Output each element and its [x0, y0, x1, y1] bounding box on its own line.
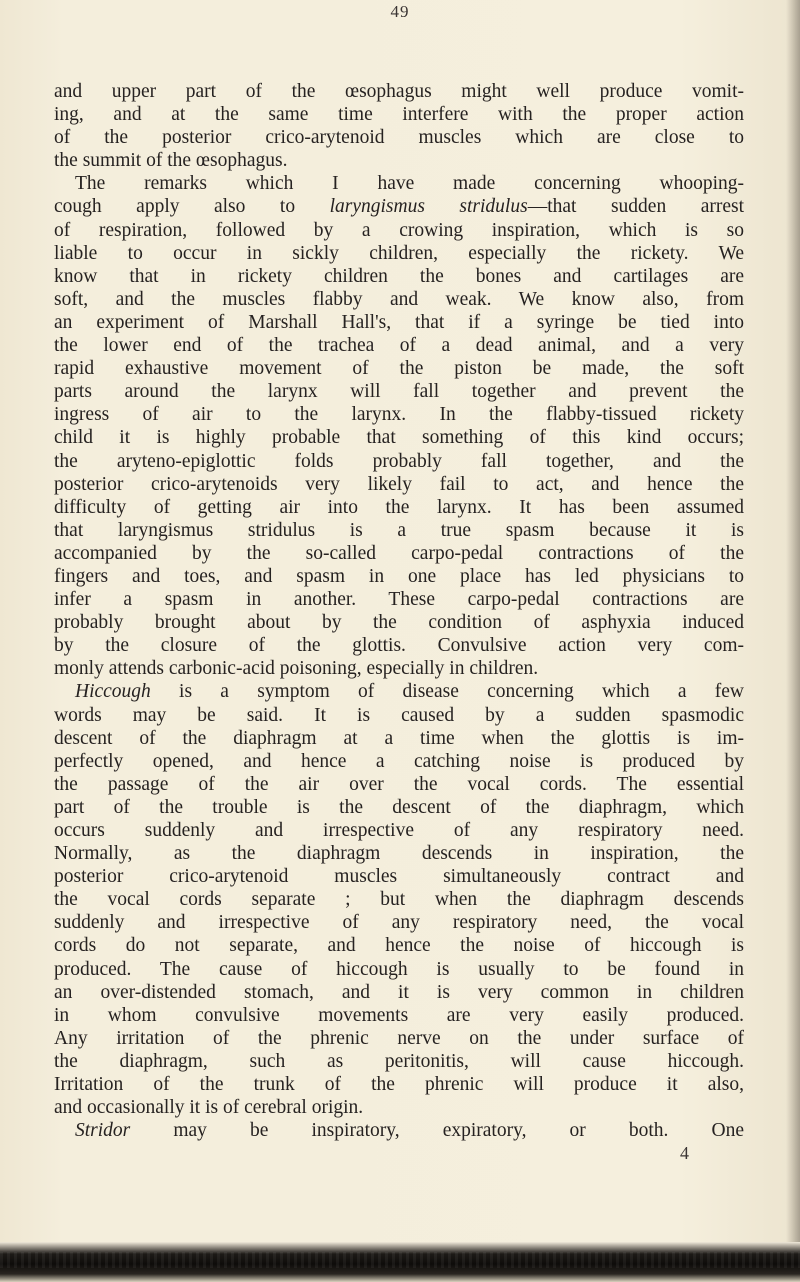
text-segment: ing, and at the same time interfere with the proper action — [54, 104, 744, 126]
text-line — [54, 1027, 744, 1050]
text-line — [54, 1073, 744, 1096]
text-segment: that laryngismus stridulus is a true spasm because it is — [54, 519, 744, 541]
page-number: 49 — [390, 2, 410, 21]
text-line — [54, 403, 744, 426]
text-segment: know that in rickety children the bones and cartilages are — [54, 265, 744, 287]
italic-term: Stridor — [75, 1120, 131, 1142]
page-edge-shadow — [786, 0, 800, 1282]
text-line — [54, 242, 744, 265]
italic-term: Hiccough — [75, 681, 151, 703]
text-segment: perfectly opened, and hence a catching noise is produced by — [54, 750, 744, 772]
text-line — [54, 149, 744, 172]
text-line — [54, 657, 744, 680]
text-segment: the passage of the air over the vocal cords. The essential — [54, 773, 744, 795]
signature-mark: 4 — [680, 1143, 689, 1164]
text-segment: the diaphragm, such as peritonitis, will cause hiccough. — [54, 1050, 744, 1072]
text-segment: the lower end of the trachea of a dead animal, and a very — [54, 335, 744, 357]
text-segment: occurs suddenly and irrespective of any respiratory need. — [54, 820, 744, 841]
text-segment: descent of the diaphragm at a time when the glottis is im- — [54, 727, 744, 749]
text-segment: an over-distended stomach, and it is very common in children — [54, 981, 744, 1003]
body-text — [54, 80, 744, 1142]
text-segment: part of the trouble is the descent of the diaphragm, which — [54, 796, 744, 818]
text-line — [54, 311, 744, 334]
text-line — [54, 773, 744, 796]
text-segment: the aryteno-epiglottic folds probably fall together, and the — [54, 450, 744, 472]
text-segment: in whom convulsive movements are very easily produced. — [54, 1004, 744, 1026]
text-segment: Normally, as the diaphragm descends in inspiration, the — [54, 843, 744, 865]
text-segment: posterior crico-arytenoids very likely fail to act, and hence the — [54, 473, 744, 495]
text-segment: rapid exhaustive movement of the piston be made, the soft — [54, 358, 744, 380]
text-segment: fingers and toes, and spasm in one place has led physicians to — [54, 565, 744, 587]
text-line — [54, 195, 744, 218]
text-line — [54, 934, 744, 957]
text-line — [54, 334, 744, 357]
text-line — [54, 1119, 744, 1142]
text-line — [54, 819, 744, 842]
text-segment: the vocal cords separate ; but when the diaphragm descends — [54, 889, 744, 911]
bottom-scan-edge — [0, 1242, 800, 1282]
text-segment: posterior crico-arytenoid muscles simultaneously contract and — [54, 866, 744, 888]
text-segment: cords do not separate, and hence the noise of hiccough is — [54, 935, 744, 957]
text-line — [54, 588, 744, 611]
text-line — [54, 172, 744, 195]
text-segment: infer a spasm in another. These carpo-pedal contractions are — [54, 589, 744, 611]
text-line — [54, 265, 744, 288]
text-line — [54, 450, 744, 473]
text-line — [54, 704, 744, 727]
text-segment: the summit of the œsophagus. — [54, 150, 288, 172]
text-segment: liable to occur in sickly children, especially the rickety. We — [54, 242, 744, 264]
text-line — [54, 542, 744, 565]
text-segment: is a symptom of disease concerning which a few — [150, 681, 744, 703]
text-line — [54, 888, 744, 911]
text-segment: probably brought about by the condition of asphyxia induced — [54, 612, 744, 634]
text-segment: ingress of air to the larynx. In the flabby-tissued rickety — [54, 404, 744, 426]
text-segment: The remarks which I have made concerning whooping- — [75, 173, 744, 195]
text-line — [54, 1096, 744, 1119]
text-segment: accompanied by the so-called carpo-pedal contractions of the — [54, 542, 744, 564]
italic-term: laryngismus stridulus — [329, 196, 528, 218]
text-line — [54, 357, 744, 380]
text-segment: words may be said. It is caused by a sudden spasmodic — [54, 704, 744, 726]
text-line — [54, 103, 744, 126]
text-segment: by the closure of the glottis. Convulsive action very com- — [54, 635, 744, 657]
text-line — [54, 842, 744, 865]
text-line — [54, 727, 744, 750]
text-segment: produced. The cause of hiccough is usually to be found in — [54, 958, 744, 980]
text-segment: an experiment of Marshall Hall's, that if a syringe be tied into — [54, 311, 744, 333]
text-line — [54, 519, 744, 542]
text-line — [54, 680, 744, 703]
text-segment: parts around the larynx will fall together and prevent the — [54, 381, 744, 403]
text-segment: child it is highly probable that something of this kind occurs; — [54, 427, 744, 449]
text-segment: suddenly and irrespective of any respiratory need, the vocal — [54, 912, 744, 934]
text-segment: Irritation of the trunk of the phrenic will produce it also, — [54, 1074, 744, 1096]
text-line — [54, 496, 744, 519]
text-line — [54, 473, 744, 496]
text-line — [54, 1004, 744, 1027]
text-line — [54, 126, 744, 149]
text-segment: and occasionally it is of cerebral origin. — [54, 1097, 364, 1119]
text-line — [54, 911, 744, 934]
text-line — [54, 611, 744, 634]
text-segment: —that sudden arrest — [527, 196, 744, 218]
text-line — [54, 796, 744, 819]
text-segment: difficulty of getting air into the larynx. It has been assumed — [54, 496, 744, 518]
text-line — [54, 380, 744, 403]
text-line — [54, 426, 744, 449]
text-segment: of the posterior crico-arytenoid muscles which are close to — [54, 127, 744, 149]
text-line — [54, 1050, 744, 1073]
text-line — [54, 80, 744, 103]
text-line — [54, 634, 744, 657]
text-segment: Any irritation of the phrenic nerve on the under surface of — [54, 1027, 744, 1049]
text-segment: of respiration, followed by a crowing inspiration, which is so — [54, 219, 744, 241]
text-line — [54, 565, 744, 588]
text-line — [54, 981, 744, 1004]
text-segment: may be inspiratory, expiratory, or both. One — [130, 1120, 744, 1142]
text-line — [54, 219, 744, 242]
text-segment: monly attends carbonic-acid poisoning, especially in children. — [54, 658, 539, 680]
text-line — [54, 865, 744, 888]
text-segment: soft, and the muscles flabby and weak. We know also, from — [54, 288, 744, 310]
text-segment: and upper part of the œsophagus might well produce vomit- — [54, 81, 744, 102]
text-line — [54, 750, 744, 773]
text-line — [54, 288, 744, 311]
text-line — [54, 958, 744, 981]
text-segment: cough apply also to — [54, 196, 330, 218]
